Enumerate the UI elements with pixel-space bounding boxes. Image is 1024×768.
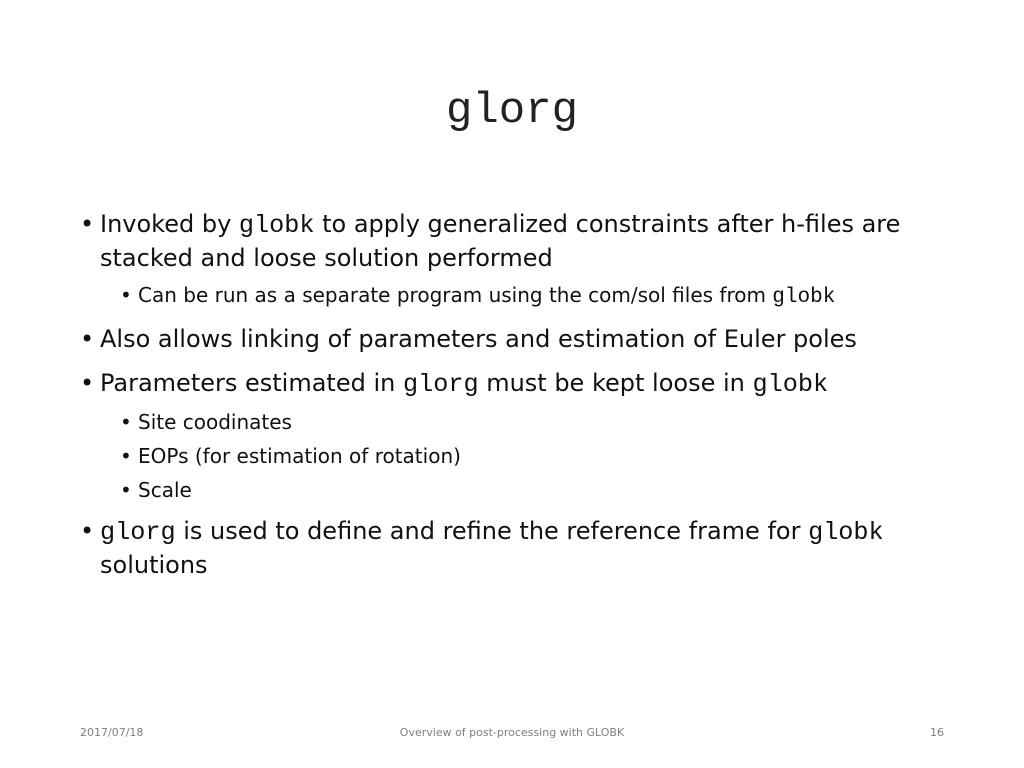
code-glorg: glorg: [100, 518, 176, 547]
bullet-reference-frame: [80, 515, 960, 581]
slide-body: [80, 208, 960, 593]
bullet-text: Invoked by: [100, 210, 239, 238]
bullet-text: must be kept loose in: [478, 369, 753, 397]
bullet-parameters-estimated: [80, 367, 960, 503]
slide-title: glorg: [445, 86, 579, 136]
code-globk: globk: [808, 518, 884, 547]
bullet-linking-parameters: [80, 323, 960, 355]
code-globk: globk: [772, 286, 836, 309]
footer-title: Overview of post-processing with GLOBK: [399, 726, 625, 739]
sub-bullet-list: [120, 282, 960, 311]
bullet-invoked-by: [80, 208, 960, 311]
bullet-text: is used to define and refine the reference frame for: [175, 517, 809, 545]
code-globk: globk: [238, 211, 315, 240]
sub-bullet-separate-program: [120, 282, 960, 311]
bullet-text: Also allows linking of parameters and estimation of Euler poles: [100, 325, 857, 353]
code-glorg: glorg: [402, 370, 479, 399]
bullet-text: solutions: [100, 551, 208, 579]
sub-bullet-text: Can be run as a separate program using the com/sol files from: [138, 283, 773, 307]
code-globk: globk: [752, 370, 829, 399]
footer-date: 2017/07/18: [80, 726, 144, 739]
slide-number: 16: [930, 726, 944, 739]
sub-bullet-eops: • EOPs (for estimation of rotation): [120, 443, 960, 469]
bullet-text: Parameters estimated in: [100, 369, 403, 397]
sub-bullet-site-coordinates: • Site coodinates: [120, 409, 960, 435]
sub-bullet-list: [120, 409, 960, 503]
sub-bullet-scale: • Scale: [120, 477, 960, 503]
bullet-text: to apply generalized constraints after h-files are stacked and loose solution performed: [100, 210, 901, 272]
